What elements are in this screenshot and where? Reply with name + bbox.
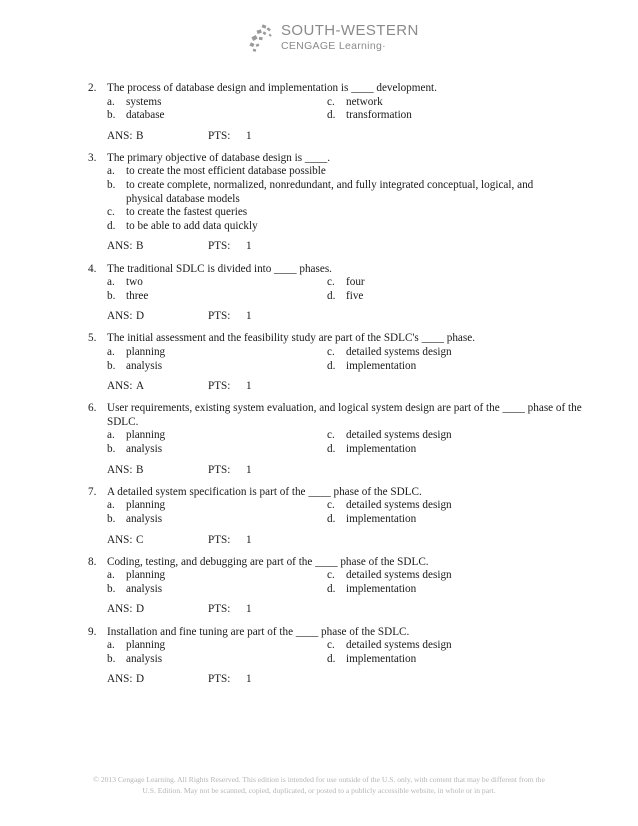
option-row xyxy=(107,346,588,360)
option-letter: c. xyxy=(327,569,335,582)
question-text: The process of database design and implementation is ____ development. xyxy=(107,82,437,94)
option-letter: a. xyxy=(107,276,115,289)
ans-value: B xyxy=(136,240,144,253)
option-text: detailed systems design xyxy=(346,499,452,512)
answer-option xyxy=(107,165,567,179)
answer-option xyxy=(327,513,587,527)
option-row xyxy=(107,583,588,597)
answer-option xyxy=(327,653,587,667)
option-row xyxy=(107,109,588,123)
logo-line-1: SOUTH-WESTERN xyxy=(281,22,419,39)
option-letter: d. xyxy=(327,109,336,122)
answer-option xyxy=(327,429,587,443)
option-letter: c. xyxy=(327,639,335,652)
option-row xyxy=(107,639,588,653)
answer-option xyxy=(107,276,327,290)
ans-label: ANS: xyxy=(107,129,133,142)
answer-option xyxy=(327,109,587,123)
option-letter: b. xyxy=(107,289,116,302)
question-number: 7. xyxy=(88,485,97,498)
pts-value: 1 xyxy=(246,310,252,323)
option-letter: c. xyxy=(327,499,335,512)
option-letter: b. xyxy=(107,359,116,372)
answer-key xyxy=(107,603,588,617)
question-stem xyxy=(88,556,588,570)
answer-option xyxy=(107,639,327,653)
option-text: planning xyxy=(126,499,166,512)
answer-options xyxy=(107,346,588,373)
option-letter: a. xyxy=(107,499,115,512)
answer-option xyxy=(107,346,327,360)
option-letter: b. xyxy=(107,512,116,525)
ans-value: D xyxy=(136,673,145,686)
answer-key xyxy=(107,240,588,254)
option-text: planning xyxy=(126,569,166,582)
pts-label: PTS: xyxy=(208,380,231,393)
option-letter: a. xyxy=(107,95,115,108)
option-text: detailed systems design xyxy=(346,429,452,442)
question-text: Installation and fine tuning are part of the ____ phase of the SDLC. xyxy=(107,625,410,638)
answer-option xyxy=(107,360,327,374)
pts-value: 1 xyxy=(246,673,252,686)
ans-label: ANS: xyxy=(107,240,133,253)
ans-label: ANS: xyxy=(107,673,133,686)
option-row xyxy=(107,360,588,374)
option-text: detailed systems design xyxy=(346,346,452,358)
pts-label: PTS: xyxy=(208,310,231,323)
answer-option xyxy=(327,639,587,653)
pts-label: PTS: xyxy=(208,240,231,253)
option-letter: c. xyxy=(327,346,335,358)
answer-key xyxy=(107,380,588,394)
question-item xyxy=(88,486,588,547)
option-row xyxy=(107,276,588,290)
answer-option xyxy=(107,583,327,597)
answer-options xyxy=(107,276,588,303)
option-text: analysis xyxy=(126,512,163,525)
pts-label: PTS: xyxy=(208,673,231,686)
ans-value: D xyxy=(136,603,145,616)
logo-line-2: CENGAGE Learning· xyxy=(281,40,386,52)
option-text: network xyxy=(346,95,383,108)
option-text: analysis xyxy=(126,443,163,456)
option-row xyxy=(107,429,588,443)
question-stem xyxy=(88,332,588,346)
option-letter: d. xyxy=(327,359,336,372)
option-row xyxy=(107,290,588,304)
ans-label: ANS: xyxy=(107,603,133,616)
question-text: The initial assessment and the feasibility study are part of the SDLC's ____ phase. xyxy=(107,332,476,345)
option-text: three xyxy=(126,289,149,302)
ans-label: ANS: xyxy=(107,310,133,323)
answer-option xyxy=(327,499,587,513)
option-letter: d. xyxy=(327,652,336,665)
pts-value: 1 xyxy=(246,129,252,142)
question-number: 5. xyxy=(88,332,97,345)
answer-option xyxy=(327,346,587,360)
answer-option xyxy=(107,443,327,457)
option-letter: d. xyxy=(327,289,336,302)
option-text: planning xyxy=(126,429,166,442)
question-item xyxy=(88,332,588,393)
answer-option xyxy=(107,290,327,304)
answer-options xyxy=(107,639,588,666)
answer-key xyxy=(107,130,588,144)
question-stem xyxy=(88,82,588,96)
option-letter: b. xyxy=(107,109,116,122)
answer-options xyxy=(107,165,588,233)
question-item xyxy=(88,402,588,477)
option-text: two xyxy=(126,276,143,289)
ans-label: ANS: xyxy=(107,463,133,476)
answer-option xyxy=(327,360,587,374)
answer-option xyxy=(327,569,587,583)
option-text: systems xyxy=(126,95,162,108)
question-stem xyxy=(88,486,588,500)
option-letter: b. xyxy=(107,582,116,595)
option-letter: b. xyxy=(107,443,116,456)
question-stem xyxy=(88,626,588,640)
ans-label: ANS: xyxy=(107,380,133,393)
option-text: five xyxy=(346,289,364,302)
question-item xyxy=(88,626,588,687)
option-letter: d. xyxy=(327,443,336,456)
option-text: detailed systems design xyxy=(346,569,452,582)
answer-option xyxy=(327,276,587,290)
answer-option xyxy=(107,429,327,443)
option-letter: b. xyxy=(107,652,116,665)
option-row xyxy=(107,569,588,583)
answer-option xyxy=(107,220,567,234)
footer-line-2: U.S. Edition. May not be scanned, copied, duplicated, or posted to a publicly accessible website, in whole or in part. xyxy=(142,785,496,795)
answer-option xyxy=(107,179,567,206)
pts-label: PTS: xyxy=(208,603,231,616)
question-text: User requirements, existing system evaluation, and logical system design are part of the ____ phase of the SDLC. xyxy=(107,402,582,428)
option-text: analysis xyxy=(126,582,163,595)
publisher-logo xyxy=(248,22,418,62)
option-text: implementation xyxy=(346,512,417,525)
answer-options xyxy=(107,429,588,456)
option-letter: c. xyxy=(327,95,335,108)
option-letter: a. xyxy=(107,346,115,358)
option-text: implementation xyxy=(346,359,417,372)
option-text: to create the most efficient database possible xyxy=(126,165,326,178)
question-text: The traditional SDLC is divided into ____ phases. xyxy=(107,262,332,275)
option-text: implementation xyxy=(346,582,417,595)
pts-value: 1 xyxy=(246,533,252,546)
question-number: 2. xyxy=(88,82,97,94)
option-text: database xyxy=(126,109,165,122)
answer-key xyxy=(107,534,588,548)
answer-option xyxy=(327,96,587,110)
option-text: to create the fastest queries xyxy=(126,206,248,219)
answer-key xyxy=(107,464,588,478)
answer-option xyxy=(107,653,327,667)
answer-option xyxy=(107,513,327,527)
option-letter: c. xyxy=(327,276,335,289)
ans-label: ANS: xyxy=(107,533,133,546)
option-text: implementation xyxy=(346,652,417,665)
answer-option xyxy=(107,96,327,110)
option-letter: d. xyxy=(107,219,116,232)
question-stem xyxy=(88,263,588,277)
answer-key xyxy=(107,310,588,324)
option-letter: a. xyxy=(107,569,115,582)
answer-options xyxy=(107,569,588,596)
answer-option xyxy=(107,206,567,220)
footer-line-1: © 2013 Cengage Learning. All Rights Reserved. This edition is intended for use outside of the U.S. only, with content that may be different from the xyxy=(93,775,545,784)
pts-value: 1 xyxy=(246,603,252,616)
pts-value: 1 xyxy=(246,463,252,476)
question-item xyxy=(88,556,588,617)
ans-value: D xyxy=(136,310,145,323)
pts-value: 1 xyxy=(246,240,252,253)
question-text: The primary objective of database design is ____. xyxy=(107,151,331,164)
option-text: planning xyxy=(126,346,166,358)
option-text: planning xyxy=(126,639,166,652)
question-item xyxy=(88,263,588,324)
pts-label: PTS: xyxy=(208,129,231,142)
answer-options xyxy=(107,96,588,123)
option-letter: c. xyxy=(327,429,335,442)
option-text: analysis xyxy=(126,359,163,372)
option-text: to be able to add data quickly xyxy=(126,219,258,232)
ans-value: B xyxy=(136,129,144,142)
question-stem xyxy=(88,402,588,429)
option-letter: a. xyxy=(107,639,115,652)
ans-value: B xyxy=(136,463,144,476)
option-letter: a. xyxy=(107,429,115,442)
answer-key xyxy=(107,673,588,687)
question-number: 9. xyxy=(88,625,97,638)
option-text: implementation xyxy=(346,443,417,456)
question-stem xyxy=(88,152,588,166)
option-row xyxy=(107,513,588,527)
answer-option xyxy=(327,443,587,457)
question-list xyxy=(88,82,588,695)
question-item xyxy=(88,82,588,143)
option-row xyxy=(107,499,588,513)
pts-label: PTS: xyxy=(208,533,231,546)
option-letter: d. xyxy=(327,582,336,595)
ans-value: C xyxy=(136,533,144,546)
question-item xyxy=(88,152,588,254)
question-number: 6. xyxy=(88,402,97,415)
option-row xyxy=(107,653,588,667)
option-text: analysis xyxy=(126,652,163,665)
question-text: Coding, testing, and debugging are part of the ____ phase of the SDLC. xyxy=(107,555,429,568)
option-text: detailed systems design xyxy=(346,639,452,652)
question-number: 3. xyxy=(88,151,97,164)
question-number: 4. xyxy=(88,262,97,275)
option-letter: b. xyxy=(107,179,116,192)
question-text: A detailed system specification is part of the ____ phase of the SDLC. xyxy=(107,485,422,498)
option-row xyxy=(107,96,588,110)
option-letter: d. xyxy=(327,512,336,525)
answer-options xyxy=(107,499,588,526)
question-number: 8. xyxy=(88,555,97,568)
dotted-swirl-icon xyxy=(248,24,276,54)
answer-option xyxy=(327,290,587,304)
answer-option xyxy=(107,109,327,123)
option-text: transformation xyxy=(346,109,412,122)
pts-value: 1 xyxy=(246,380,252,393)
option-text: to create complete, normalized, nonredundant, and fully integrated conceptual, logical, and physical database models xyxy=(126,179,534,205)
option-row xyxy=(107,443,588,457)
option-letter: a. xyxy=(107,165,115,178)
answer-option xyxy=(107,569,327,583)
copyright-footer xyxy=(40,775,598,796)
option-text: four xyxy=(346,276,365,289)
answer-option xyxy=(107,499,327,513)
option-letter: c. xyxy=(107,206,115,219)
ans-value: A xyxy=(136,380,145,393)
answer-option xyxy=(327,583,587,597)
pts-label: PTS: xyxy=(208,463,231,476)
